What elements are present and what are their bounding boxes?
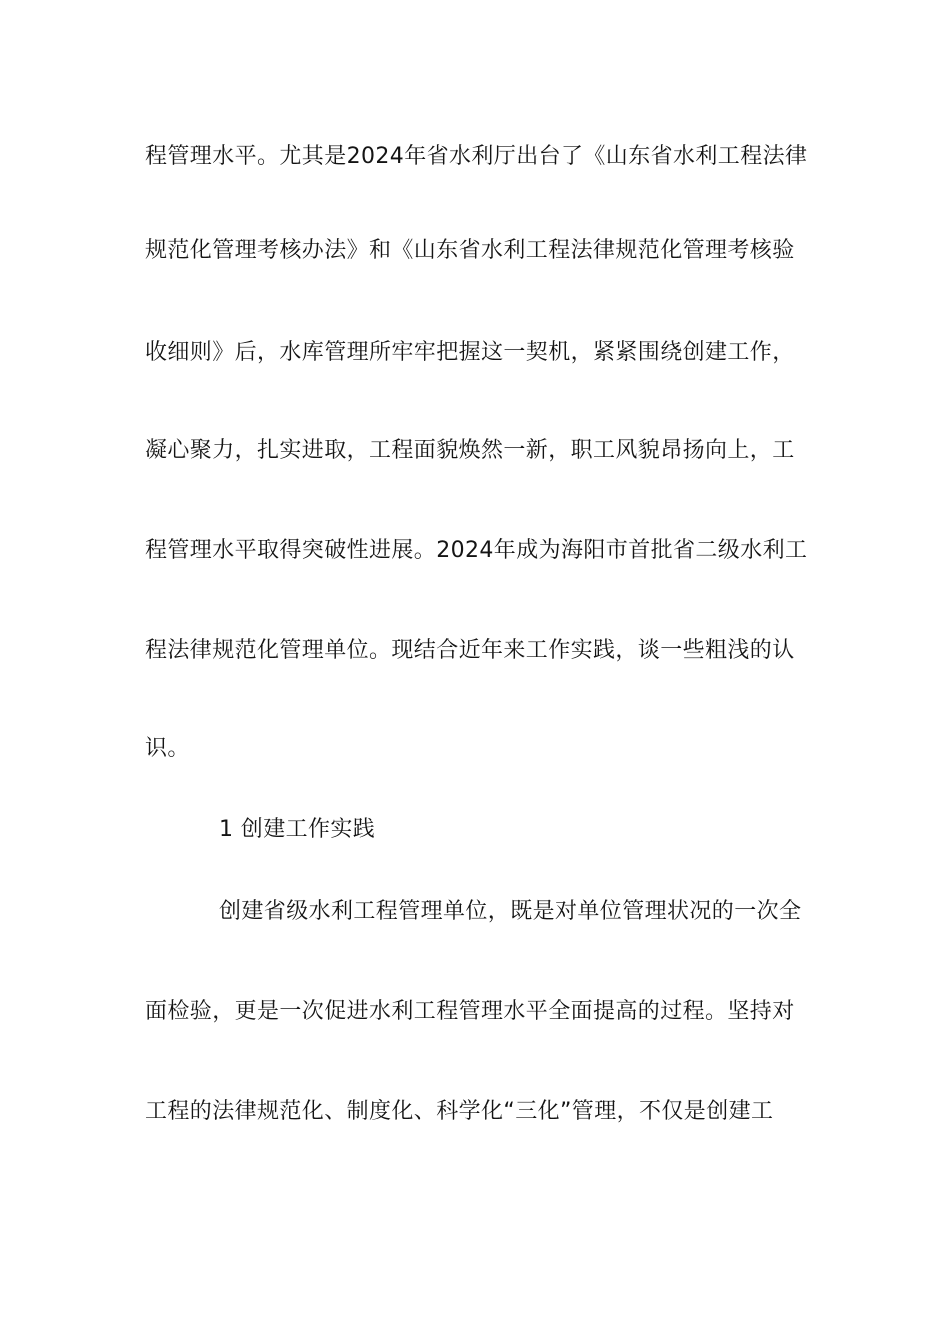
paragraph-line: 工程的法律规范化、制度化、科学化“三化”管理，不仅是创建工 (145, 1099, 774, 1124)
paragraph-line: 程管理水平取得突破性进展。2024年成为海阳市首批省二级水利工 (145, 538, 808, 563)
paragraph-line: 收细则》后，水库管理所牢牢把握这一契机，紧紧围绕创建工作， (145, 340, 795, 365)
section-heading: 1 创建工作实践 (219, 817, 376, 842)
paragraph-line: 规范化管理考核办法》和《山东省水利工程法律规范化管理考核验 (145, 238, 795, 263)
paragraph-line: 凝心聚力，扎实进取，工程面貌焕然一新，职工风貌昂扬向上，工 (145, 438, 795, 463)
paragraph-line: 创建省级水利工程管理单位，既是对单位管理状况的一次全 (219, 899, 802, 924)
paragraph-line: 识。 (145, 736, 190, 761)
paragraph-line: 程管理水平。尤其是2024年省水利厅出台了《山东省水利工程法律 (145, 144, 808, 169)
paragraph-line: 程法律规范化管理单位。现结合近年来工作实践，谈一些粗浅的认 (145, 638, 795, 663)
paragraph-line: 面检验，更是一次促进水利工程管理水平全面提高的过程。坚持对 (145, 999, 795, 1024)
